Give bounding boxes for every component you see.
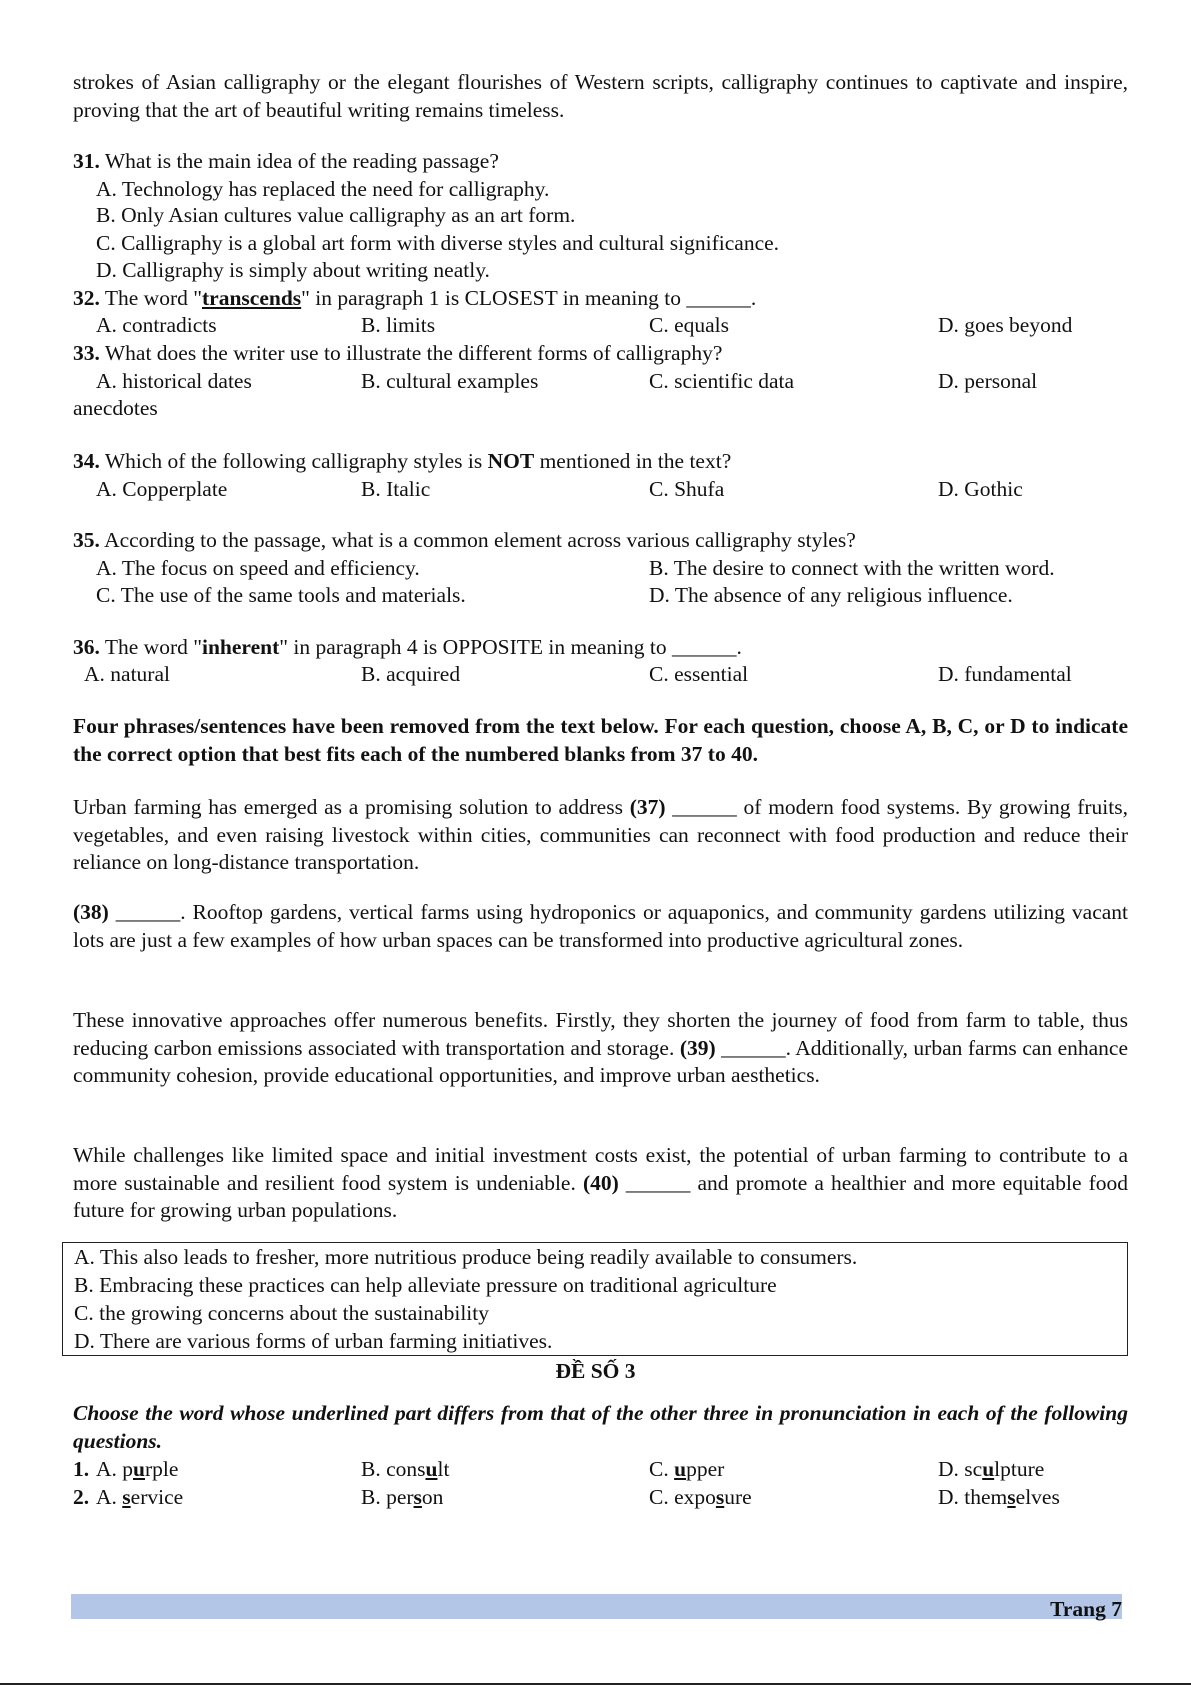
question-number: 32. bbox=[73, 286, 100, 310]
options-row bbox=[73, 312, 1128, 340]
options-row bbox=[73, 555, 1128, 583]
section-title: ĐỀ SỐ 3 bbox=[555, 1359, 636, 1383]
blank-number: (40) bbox=[582, 1170, 619, 1195]
question-number: 34. bbox=[73, 449, 100, 473]
paragraph-text: Urban farming has emerged as a promising solution to address bbox=[73, 795, 630, 819]
intro-paragraph: strokes of Asian calligraphy or the elegant flourishes of Western scripts, calligraphy continues to captivate and inspire, proving that the art of beautiful writing remains timeless. bbox=[73, 70, 1128, 122]
option: D. There are various forms of urban farming initiatives. bbox=[74, 1329, 553, 1353]
pronunciation-question-1 bbox=[73, 1456, 1128, 1484]
question-33 bbox=[73, 340, 1128, 368]
option: A. Copperplate bbox=[96, 477, 228, 501]
question-number: 1. bbox=[73, 1457, 90, 1481]
option: D. The absence of any religious influence. bbox=[649, 583, 1013, 607]
section-instructions: Four phrases/sentences have been removed from the text below. For each question, choose A, B, C, or D to indicate the correct option that best fits each of the numbered blanks from 37 to 40. bbox=[73, 714, 1128, 766]
option: C. Calligraphy is a global art form with diverse styles and cultural significance. bbox=[96, 231, 780, 255]
answer-options-box bbox=[62, 1242, 1128, 1356]
passage-paragraph bbox=[73, 899, 1128, 954]
option: A. historical dates bbox=[96, 369, 252, 393]
question-text: Which of the following calligraphy styles is bbox=[99, 449, 488, 473]
key-word: NOT bbox=[487, 449, 535, 473]
pronunciation-question-2 bbox=[73, 1484, 1128, 1512]
options-row bbox=[73, 582, 1128, 610]
option: B. Only Asian cultures value calligraphy as an art form. bbox=[96, 203, 576, 227]
option: A. This also leads to fresher, more nutritious produce being readily available to consumers. bbox=[74, 1245, 858, 1269]
question-text: mentioned in the text? bbox=[534, 449, 732, 473]
option: A. service bbox=[96, 1485, 184, 1509]
question-32 bbox=[73, 285, 1128, 313]
option: C. essential bbox=[649, 662, 749, 686]
option: B. consult bbox=[361, 1457, 450, 1481]
option: D. sculpture bbox=[938, 1457, 1045, 1481]
options-row bbox=[73, 476, 1128, 504]
question-number: 36. bbox=[73, 635, 100, 659]
option: D. Calligraphy is simply about writing neatly. bbox=[96, 258, 490, 282]
option-wrap: anecdotes bbox=[73, 396, 158, 420]
option: C. upper bbox=[649, 1457, 725, 1481]
question-35 bbox=[73, 527, 1128, 555]
option: C. equals bbox=[649, 313, 730, 337]
option: C. The use of the same tools and materials. bbox=[96, 583, 466, 607]
question-36 bbox=[73, 634, 1128, 662]
option: C. scientific data bbox=[649, 369, 795, 393]
option: B. cultural examples bbox=[361, 369, 539, 393]
paragraph-text: ______ of modern food systems. By growing fruits, vegetables, and even raising livestock within cities, communities can reconnect with food production and reduce their reliance on long-distance transportation. bbox=[73, 795, 1128, 874]
passage-paragraph bbox=[73, 1142, 1128, 1225]
option: D. goes beyond bbox=[938, 313, 1073, 337]
option: C. exposure bbox=[649, 1485, 752, 1509]
option: D. personal bbox=[938, 369, 1038, 393]
blank-number: (38) bbox=[73, 900, 109, 924]
passage-paragraph bbox=[73, 794, 1128, 877]
option: B. Embracing these practices can help alleviate pressure on traditional agriculture bbox=[74, 1273, 777, 1297]
option: A. contradicts bbox=[96, 313, 217, 337]
paragraph-text: ______. Rooftop gardens, vertical farms using hydroponics or aquaponics, and community gardens utilizing vacant lots are just a few examples of how urban spaces can be transformed into productive agricultural zones. bbox=[73, 900, 1128, 952]
question-number: 35. bbox=[73, 528, 100, 552]
question-text: The word " bbox=[99, 635, 202, 659]
blank-number: (39) bbox=[679, 1035, 716, 1060]
paragraph-text: ______. Additionally, urban farms can enhance community cohesion, provide educational opportunities, and improve urban aesthetics. bbox=[73, 1035, 1128, 1087]
question-number: 33. bbox=[73, 341, 100, 365]
question-text: According to the passage, what is a common element across various calligraphy styles? bbox=[99, 528, 856, 552]
question-number: 2. bbox=[73, 1485, 90, 1509]
option: C. Shufa bbox=[649, 477, 725, 501]
section-instructions: Choose the word whose underlined part differs from that of the other three in pronunciation in each of the following questions. bbox=[73, 1401, 1128, 1453]
question-text: " in paragraph 1 is CLOSEST in meaning to ______. bbox=[301, 286, 757, 310]
option: B. Italic bbox=[361, 477, 431, 501]
option: B. acquired bbox=[361, 662, 461, 686]
option: D. fundamental bbox=[938, 662, 1072, 686]
option: A. The focus on speed and efficiency. bbox=[96, 556, 420, 580]
paragraph-text: These innovative approaches offer numerous benefits. Firstly, they shorten the journey of food from farm to table, thus reducing carbon emissions associated with transportation and storage. bbox=[73, 1008, 1128, 1060]
options-row bbox=[73, 368, 1128, 396]
passage-paragraph bbox=[73, 1007, 1128, 1090]
footer-bar bbox=[71, 1594, 1122, 1619]
option: B. person bbox=[361, 1485, 444, 1509]
options-row bbox=[73, 661, 1128, 689]
option: A. purple bbox=[96, 1457, 179, 1481]
question-text: What does the writer use to illustrate the different forms of calligraphy? bbox=[99, 341, 723, 365]
option: C. the growing concerns about the sustainability bbox=[74, 1301, 489, 1325]
option: D. themselves bbox=[938, 1485, 1060, 1509]
page-number: Trang 7 bbox=[1050, 1597, 1122, 1621]
option: A. Technology has replaced the need for calligraphy. bbox=[96, 177, 550, 201]
option: A. natural bbox=[84, 662, 170, 686]
question-text: The word " bbox=[99, 286, 202, 310]
question-text: " in paragraph 4 is OPPOSITE in meaning to ______. bbox=[279, 635, 742, 659]
question-31 bbox=[73, 148, 1128, 176]
key-word: inherent bbox=[202, 635, 280, 659]
paragraph-text: ______ and promote a healthier and more equitable food future for growing urban populations. bbox=[73, 1170, 1128, 1222]
option: B. limits bbox=[361, 313, 436, 337]
blank-number: (37) bbox=[629, 795, 666, 819]
option: B. The desire to connect with the written word. bbox=[649, 556, 1055, 580]
question-34 bbox=[73, 448, 1128, 476]
question-text: What is the main idea of the reading passage? bbox=[99, 149, 499, 173]
question-number: 31. bbox=[73, 149, 100, 173]
option: D. Gothic bbox=[938, 477, 1023, 501]
key-word: transcends bbox=[202, 286, 302, 310]
paragraph-text: While challenges like limited space and initial investment costs exist, the potential of urban farming to contribute to a more sustainable and resilient food system is undeniable. bbox=[73, 1143, 1128, 1195]
